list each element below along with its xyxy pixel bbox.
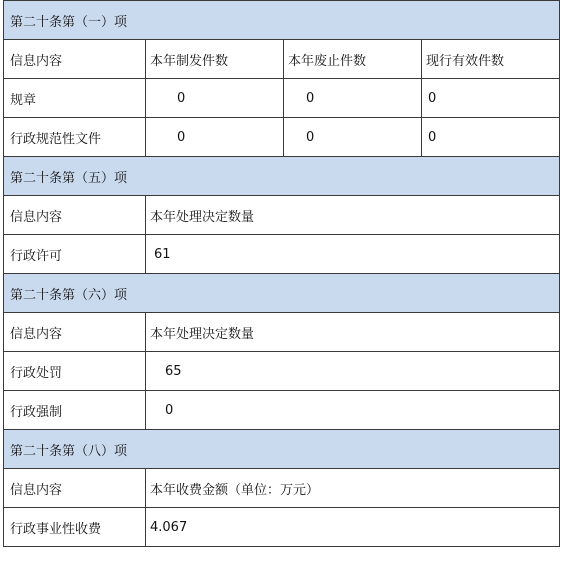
section-title-article20-item8: 第二十条第（八）项 — [4, 430, 560, 469]
header-fee-amount: 本年收费金额（单位：万元） — [146, 469, 560, 508]
table-header-row — [4, 196, 560, 235]
cell-decision-count: 65 — [146, 352, 560, 391]
row-label-administrative-fees: 行政事业性收费 — [4, 508, 146, 547]
row-label-administrative-penalty: 行政处罚 — [4, 352, 146, 391]
header-info-content: 信息内容 — [4, 313, 146, 352]
info-disclosure-table — [3, 0, 560, 547]
cell-abolished-count: 0 — [284, 79, 422, 118]
cell-decision-count: 0 — [146, 391, 560, 430]
cell-decision-count: 61 — [146, 235, 560, 274]
header-info-content: 信息内容 — [4, 196, 146, 235]
row-label-administrative-enforcement: 行政强制 — [4, 391, 146, 430]
cell-issued-count: 0 — [146, 118, 284, 157]
cell-abolished-count: 0 — [284, 118, 422, 157]
table-header-row — [4, 469, 560, 508]
header-info-content: 信息内容 — [4, 469, 146, 508]
section-title-article20-item5: 第二十条第（五）项 — [4, 157, 560, 196]
section-header-row — [4, 274, 560, 313]
header-issued-this-year: 本年制发件数 — [146, 40, 284, 79]
table-row — [4, 79, 560, 118]
cell-valid-count: 0 — [422, 79, 560, 118]
table-row — [4, 118, 560, 157]
section-header-row — [4, 430, 560, 469]
header-decisions-this-year: 本年处理决定数量 — [146, 196, 560, 235]
table-row — [4, 352, 560, 391]
section-title-article20-item1: 第二十条第（一）项 — [4, 1, 560, 40]
section-header-row — [4, 157, 560, 196]
table-row — [4, 235, 560, 274]
row-label-administrative-license: 行政许可 — [4, 235, 146, 274]
table-header-row — [4, 40, 560, 79]
row-label-regulations: 规章 — [4, 79, 146, 118]
cell-valid-count: 0 — [422, 118, 560, 157]
header-info-content: 信息内容 — [4, 40, 146, 79]
row-label-normative-documents: 行政规范性文件 — [4, 118, 146, 157]
header-currently-valid: 现行有效件数 — [422, 40, 560, 79]
table-header-row — [4, 313, 560, 352]
cell-fee-amount: 4.067 — [146, 508, 560, 547]
section-header-row — [4, 1, 560, 40]
cell-issued-count: 0 — [146, 79, 284, 118]
header-decisions-this-year: 本年处理决定数量 — [146, 313, 560, 352]
section-title-article20-item6: 第二十条第（六）项 — [4, 274, 560, 313]
table-row — [4, 508, 560, 547]
table-row — [4, 391, 560, 430]
header-abolished-this-year: 本年废止件数 — [284, 40, 422, 79]
